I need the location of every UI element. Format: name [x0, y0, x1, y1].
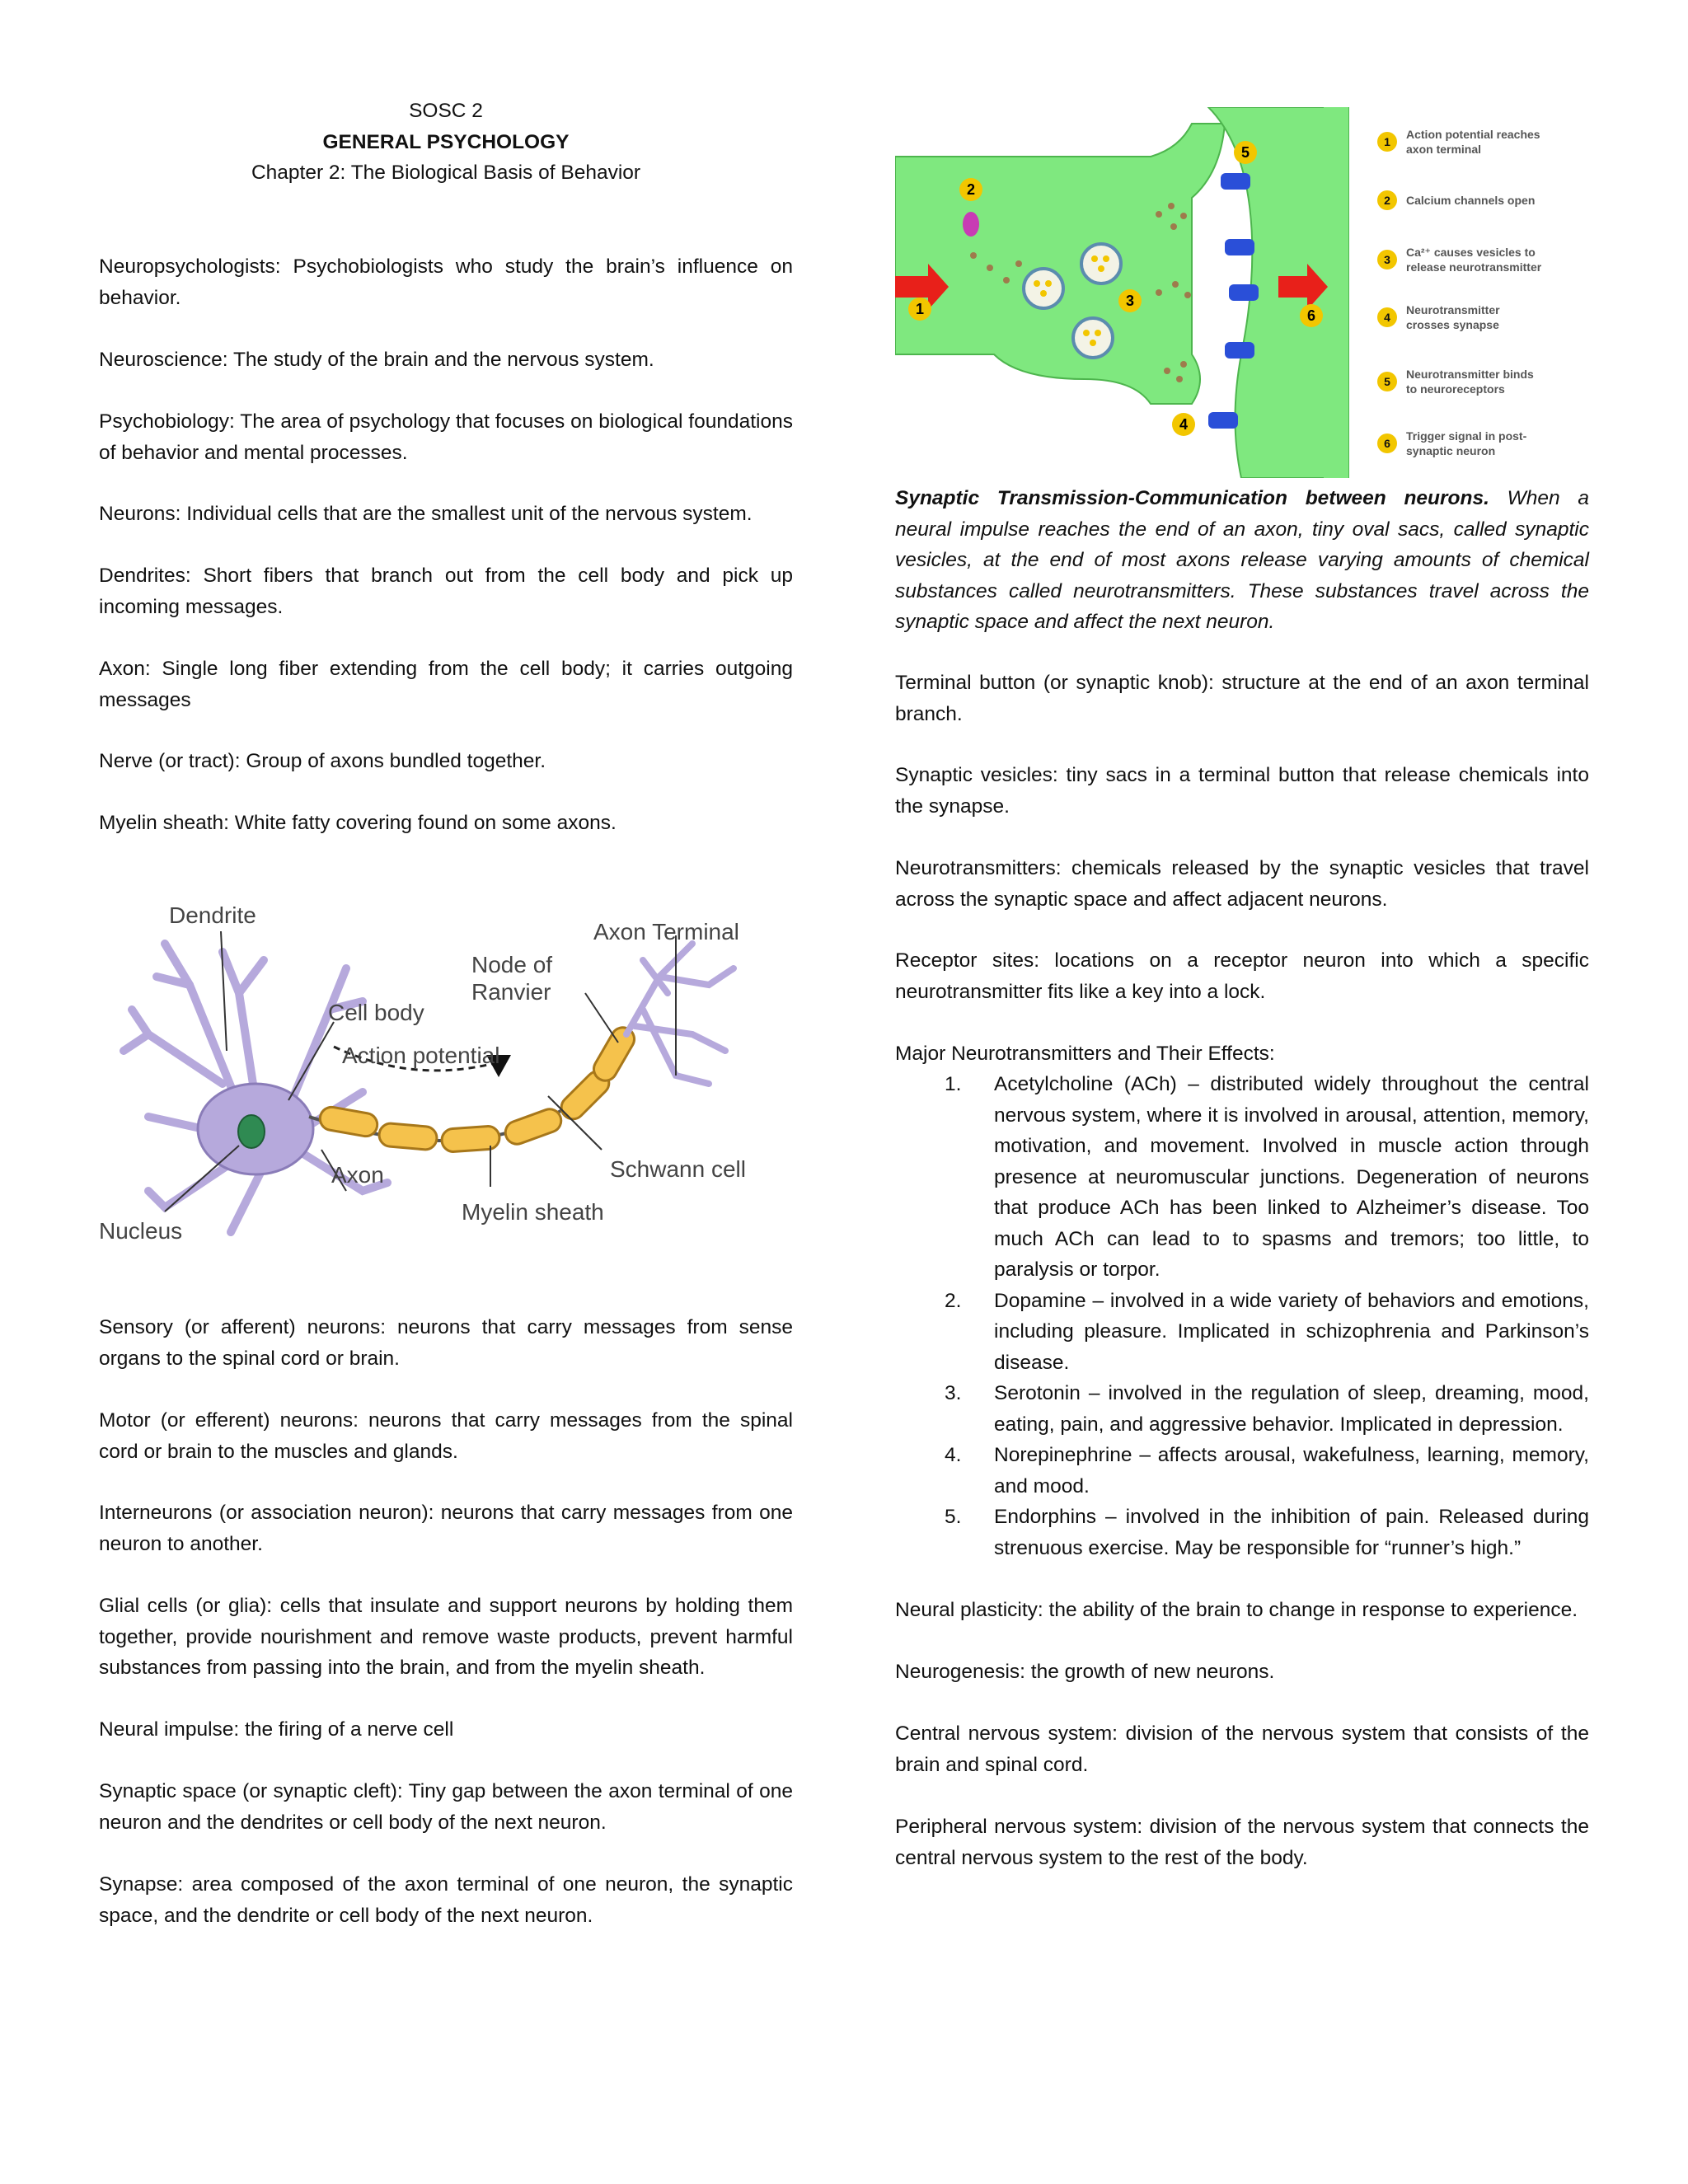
axon-terminal-branches — [626, 944, 734, 1084]
synapse-caption-text: When a neural impulse reaches the end of an axon, tiny oval sacs, called synaptic vesicles, at the end of most axons release varying amounts of chemical substances called neurotransmitters. These substances travel across the synaptic space and affect the next neuron. — [895, 487, 1589, 633]
term-receptor-sites: Receptor sites: locations on a receptor neuron into which a specific neurotransmitter fits like a key into a lock. — [895, 949, 1589, 1003]
legend-1-line2: axon terminal — [1406, 143, 1482, 156]
list-item: 5. Endorphins – involved in the inhibition of pain. Released during strenuous exercise. May be responsible for “runner’s high.” — [945, 1506, 1589, 1559]
legend-3-line1: Ca²⁺ causes vesicles to — [1406, 246, 1536, 259]
term-motor-neurons: Motor (or efferent) neurons: neurons that carry messages from the spinal cord or brain to the muscles and glands. — [99, 1409, 793, 1463]
synapse-caption — [895, 483, 1589, 638]
term-synaptic-vesicles: Synaptic vesicles: tiny sacs in a terminal button that release chemicals into the synapse. — [895, 764, 1589, 818]
course-title: GENERAL PSYCHOLOGY — [322, 130, 570, 153]
postsynaptic-body — [1324, 107, 1348, 478]
neurotransmitters-heading: Major Neurotransmitters and Their Effects: — [895, 1043, 1275, 1065]
svg-text:6: 6 — [1384, 437, 1390, 450]
list-item: 2. Dopamine – involved in a wide variety of behaviors and emotions, including pleasure. Implicated in schizophrenia and Parkinson’s disease. — [945, 1289, 1589, 1374]
term-neurogenesis: Neurogenesis: the growth of new neurons. — [895, 1661, 1275, 1683]
term-neural-plasticity: Neural plasticity: the ability of the brain to change in response to experience. — [895, 1599, 1578, 1621]
legend-5-line1: Neurotransmitter binds — [1406, 368, 1534, 381]
term-neurotransmitters: Neurotransmitters: chemicals released by the synaptic vesicles that travel across the synaptic space and affect adjacent neurons. — [895, 857, 1589, 911]
list-item: 1. Acetylcholine (ACh) – distributed widely throughout the central nervous system, where it is involved in arousal, attention, memory, motivation, and movement. Involved in muscle action through presence at neuromuscular junctions. Degeneration of neurons that produce ACh has been linked to Alzheimer’s disease. Too much ACh can lead to to spasms and tremors; too little, to paralysis or torpor. — [945, 1073, 1589, 1281]
legend-5-line2: to neuroreceptors — [1406, 382, 1505, 396]
svg-text:1: 1 — [1384, 135, 1390, 148]
term-myelin-sheath: Myelin sheath: White fatty covering found on some axons. — [99, 812, 617, 834]
term-glial-cells: Glial cells (or glia): cells that insulate and support neurons by holding them together, provide nourishment and remove waste products, prevent harmful substances from passing into the brain, and from the myelin sheath. — [99, 1595, 793, 1679]
label-axon-terminal: Axon Terminal — [593, 919, 739, 944]
term-terminal-button: Terminal button (or synaptic knob): structure at the end of an axon terminal branch. — [895, 672, 1589, 725]
label-dendrite: Dendrite — [169, 902, 256, 928]
term-neuroscience: Neuroscience: The study of the brain and the nervous system. — [99, 349, 654, 371]
legend-3-line2: release neurotransmitter — [1406, 260, 1542, 274]
diagram-legend — [1377, 128, 1542, 457]
term-neuropsychologists: Neuropsychologists: Psychobiologists who study the brain’s influence on behavior. — [99, 255, 793, 309]
legend-1-line1: Action potential reaches — [1406, 128, 1540, 141]
calcium-channel — [963, 212, 979, 237]
label-nucleus: Nucleus — [99, 1218, 183, 1244]
presynaptic-terminal — [895, 124, 1225, 404]
term-synapse: Synapse: area composed of the axon terminal of one neuron, the synaptic space, and the dendrite or cell body of the next neuron. — [99, 1873, 793, 1927]
label-cell-body: Cell body — [328, 1000, 424, 1025]
chapter-title: Chapter 2: The Biological Basis of Behavior — [251, 162, 641, 184]
legend-6-line1: Trigger signal in post- — [1406, 429, 1527, 443]
legend-6-line2: synaptic neuron — [1406, 444, 1496, 457]
svg-text:4: 4 — [1384, 311, 1390, 324]
term-central-nervous-system: Central nervous system: division of the nervous system that consists of the brain and spinal cord. — [895, 1722, 1589, 1776]
marker-1: 1 — [915, 301, 925, 317]
term-interneurons: Interneurons (or association neuron): neurons that carry messages from one neuron to another. — [99, 1502, 793, 1555]
list-item: 4. Norepinephrine – affects arousal, wakefulness, learning, memory, and mood. — [945, 1444, 1589, 1497]
label-schwann-cell: Schwann cell — [610, 1156, 746, 1182]
label-myelin-sheath: Myelin sheath — [462, 1199, 604, 1225]
legend-2-line1: Calcium channels open — [1406, 194, 1536, 207]
marker-6: 6 — [1306, 307, 1316, 324]
marker-5: 5 — [1240, 144, 1250, 161]
term-peripheral-nervous-system: Peripheral nervous system: division of the nervous system that connects the central nervous system to the rest of the body. — [895, 1816, 1589, 1869]
legend-4-line2: crosses synapse — [1406, 318, 1499, 331]
legend-4-line1: Neurotransmitter — [1406, 303, 1500, 316]
label-action-potential: Action potential — [342, 1043, 500, 1068]
nucleus-shape — [238, 1115, 265, 1148]
label-axon: Axon — [331, 1162, 384, 1188]
label-ranvier: Ranvier — [471, 979, 551, 1005]
label-node-of: Node of — [471, 952, 553, 977]
term-neural-impulse: Neural impulse: the firing of a nerve cell — [99, 1718, 454, 1741]
term-axon: Axon: Single long fiber extending from the cell body; it carries outgoing messages — [99, 658, 793, 711]
course-code: SOSC 2 — [409, 100, 483, 122]
term-neurons: Neurons: Individual cells that are the smallest unit of the nervous system. — [99, 503, 753, 525]
list-item: 3. Serotonin – involved in the regulation of sleep, dreaming, mood, eating, pain, and aggressive behavior. Implicated in depression. — [945, 1382, 1589, 1436]
svg-text:3: 3 — [1384, 253, 1390, 266]
term-dendrites: Dendrites: Short fibers that branch out from the cell body and pick up incoming messages. — [99, 565, 793, 618]
neurotransmitters-list — [895, 1069, 1589, 1563]
marker-2: 2 — [966, 181, 976, 198]
marker-4: 4 — [1179, 416, 1189, 433]
term-sensory-neurons: Sensory (or afferent) neurons: neurons that carry messages from sense organs to the spinal cord or brain. — [99, 1316, 793, 1370]
svg-text:5: 5 — [1384, 375, 1390, 388]
term-synaptic-space: Synaptic space (or synaptic cleft): Tiny gap between the axon terminal of one neuron and the dendrites or cell body of the next neuron. — [99, 1780, 793, 1834]
synapse-caption-title: Synaptic Transmission-Communication between neurons. — [895, 487, 1489, 509]
svg-text:2: 2 — [1384, 194, 1390, 207]
neuron-diagram — [99, 886, 793, 1265]
document-header — [99, 96, 793, 189]
term-psychobiology: Psychobiology: The area of psychology that focuses on biological foundations of behavior and mental processes. — [99, 410, 793, 464]
term-nerve: Nerve (or tract): Group of axons bundled together. — [99, 750, 546, 772]
synaptic-transmission-diagram — [895, 107, 1589, 478]
marker-3: 3 — [1125, 293, 1135, 309]
